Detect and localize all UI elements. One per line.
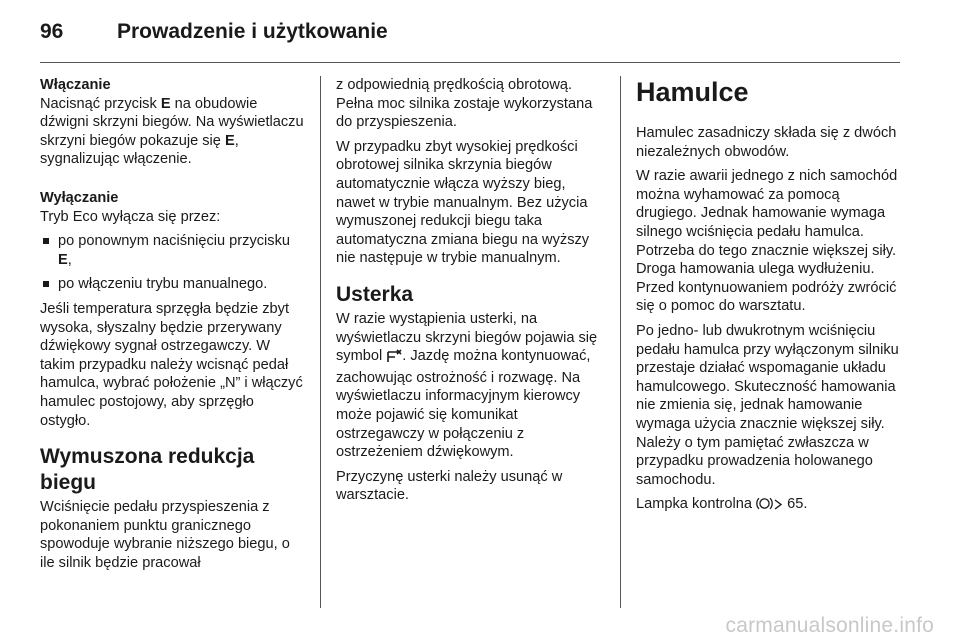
paragraph-wspomaganie: Po jedno- lub dwukrotnym wciśnięciu pedału hamulca przy wyłączonym silniku przestaje działać wspomaganie układu hamulcowego. Skuteczność hamowania nie zmienia się, jednak hamowanie wymaga użycia znacznie większej siły. Należy o tym pamiętać zwłaszcza w przypadku prowadzenia holowanego samochodu.: [636, 322, 899, 488]
paragraph-moc: z odpowiednią prędkością obrotową. Pełna moc silnika zostaje wykorzystana do przyspieszenia.: [336, 77, 593, 131]
paragraph-awaria: W razie awarii jednego z nich samochód można wyhamować za pomocą drugiego. Jednak hamowanie wymaga silnego wciśnięcia pedału hamulca. Potrzeba do tego znacznie większej siły. Droga hamowania ulega wydłużeniu. Przed kontynuowaniem podróży zwrócić się o pomoc do warsztatu.: [636, 168, 898, 315]
gear-fault-icon: [386, 349, 402, 369]
button-e-label: E: [160, 95, 171, 112]
page-number: 96: [40, 20, 64, 43]
text: na obudowie dźwigni skrzyni biegów. Na wyświetlaczu skrzyni biegów pokazuje się: [40, 95, 304, 149]
heading-wylaczanie: Wyłączanie: [40, 189, 119, 206]
text: . Jazdę można kontynuować, zachowując ostrożność i rozwagę. Na wyświetlaczu informacyjnym kierowcy może pojawić się komunikat ostrzegawczy w połączeniu z ostrzeżeniem dźwiękowym.: [336, 348, 591, 461]
column-2: [336, 76, 604, 511]
paragraph-hamulec-zasadniczy: Hamulec zasadniczy składa się z dwóch niezależnych obwodów.: [636, 125, 897, 160]
column-divider-1: [320, 76, 321, 608]
text: po włączeniu trybu manualnego.: [58, 276, 268, 293]
text: , sygnalizując włączenie.: [40, 132, 239, 168]
button-e-label: E: [58, 251, 68, 268]
page-reference-arrow-icon[interactable]: [773, 498, 783, 517]
paragraph-temperatura: Jeśli temperatura sprzęgła będzie zbyt wysoka, słyszalny będzie przerywany dźwiękowy sygnał ostrzegawczy. W takim przypadku należy wcisnąć pedał hamulca, wybrać położenie „N” i włączyć hamulec postojowy, aby sprzęgło ostygło.: [40, 300, 303, 429]
paragraph-redukcja: Wciśnięcie pedału przyspieszenia z pokonaniem punktu granicznego spowoduje wybranie niższego biegu, o ile silnik będzie pracował: [40, 499, 290, 571]
text: po ponownym naciśnięciu przycisku: [58, 233, 290, 250]
text: ,: [67, 251, 72, 268]
column-divider-2: [620, 76, 621, 608]
paragraph-usterka: [336, 310, 604, 462]
page-header: [40, 16, 900, 50]
column-1: [40, 76, 306, 578]
paragraph-wlaczanie: [40, 95, 306, 169]
column-3: [636, 76, 904, 523]
watermark: carmanualsonline.info: [725, 614, 934, 637]
list-item: [40, 232, 306, 269]
heading-wymuszona-redukcja: Wymuszona redukcja biegu: [40, 445, 255, 495]
text: Lampka kontrolna: [636, 496, 757, 513]
bullet-square-icon: [43, 281, 49, 287]
bullet-list: [40, 232, 306, 294]
list-item: [40, 275, 306, 294]
button-e-label: E: [224, 132, 235, 149]
paragraph-przyczyna: Przyczynę usterki należy usunąć w warsztacie.: [336, 468, 563, 504]
paragraph-predkosc: W przypadku zbyt wysokiej prędkości obrotowej silnika skrzynia biegów automatycznie włącza wyższy bieg, nawet w trybie manualnym. Bez użycia wymuszonej redukcji biegu taka automatyczna zmiana biegu na wyższy nie następuje w trybie manualnym.: [336, 138, 590, 267]
text: Nacisnąć przycisk: [40, 95, 161, 112]
brake-warning-icon: [756, 496, 773, 517]
heading-hamulce: Hamulce: [636, 77, 749, 107]
heading-wlaczanie: Włączanie: [40, 77, 111, 93]
heading-usterka: Usterka: [336, 282, 414, 306]
bullet-square-icon: [43, 238, 49, 244]
text: W razie wystąpienia usterki, na wyświetlaczu skrzyni biegów pojawia się symbol: [336, 310, 598, 365]
header-rule: [40, 62, 900, 63]
paragraph-lampka: [636, 495, 904, 517]
paragraph-wylaczanie: Tryb Eco wyłącza się przez:: [40, 208, 221, 225]
page-reference-number: 65.: [783, 496, 808, 513]
page-title: Prowadzenie i użytkowanie: [117, 20, 388, 43]
